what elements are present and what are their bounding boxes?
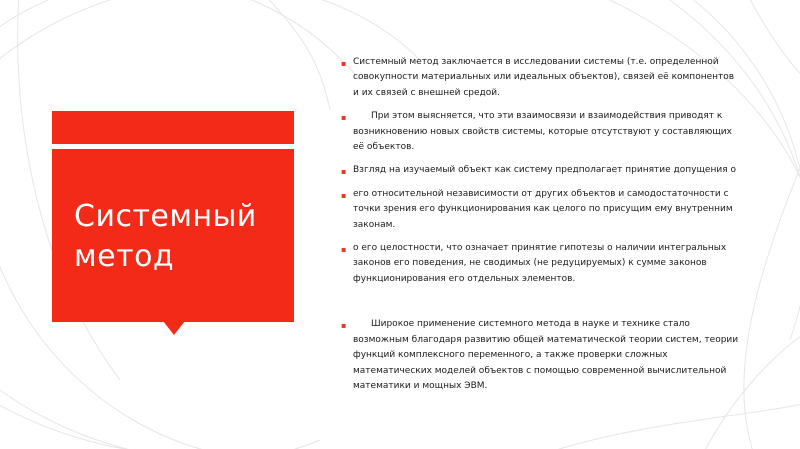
- bullet-marker-icon: ▪: [341, 321, 347, 331]
- bullet-marker-icon: ▪: [341, 167, 347, 177]
- bullet-text: Широкое применение системного метода в науке и технике стало возможным благодаря развитию общей математической теории систем, теории функций комплексного переменного, а также проверки сложных математических моделей объектов с помощью современной вычислительной математики и мощных ЭВМ.: [353, 319, 739, 391]
- bullet-item: [341, 109, 741, 155]
- bullet-marker-icon: ▪: [341, 59, 347, 68]
- bullet-marker-icon: ▪: [341, 113, 347, 123]
- title-box: [52, 149, 294, 322]
- accent-bar: [52, 111, 294, 144]
- bullet-item: [341, 241, 741, 287]
- bullet-text: его относительной независимости от других объектов и самодостаточности с точки зрения его функционирования как целого по присущим ему внутренним законам.: [353, 188, 733, 230]
- bullet-text: При этом выясняется, что эти взаимосвязи и взаимодействия приводят к возникновению новых свойств системы, которые отсутствуют у составляющих её объектов.: [353, 111, 732, 153]
- bullet-marker-icon: ▪: [341, 190, 347, 200]
- slide-title: Системный метод: [74, 199, 257, 274]
- bullet-list: [341, 55, 741, 402]
- bullet-item: [341, 55, 741, 101]
- bullet-text: Системный метод заключается в исследовании системы (т.е. определенной совокупности материальных или идеальных объектов), связей её компонентов и их связей с внешней средой.: [353, 57, 735, 98]
- bullet-text: Взгляд на изучаемый объект как систему предполагает принятие допущения о: [353, 165, 736, 176]
- title-box-pointer: [163, 321, 185, 335]
- bullet-text: о его целостности, что означает принятие гипотезы о наличии интегральных законов его поведения, не сводимых (не редуцируемых) к сумме законов функционирования его отдельных элементов.: [353, 243, 727, 284]
- bullet-item: [341, 163, 741, 178]
- bullet-marker-icon: ▪: [341, 245, 347, 255]
- bullet-item: [341, 317, 741, 394]
- bullet-item: [341, 187, 741, 233]
